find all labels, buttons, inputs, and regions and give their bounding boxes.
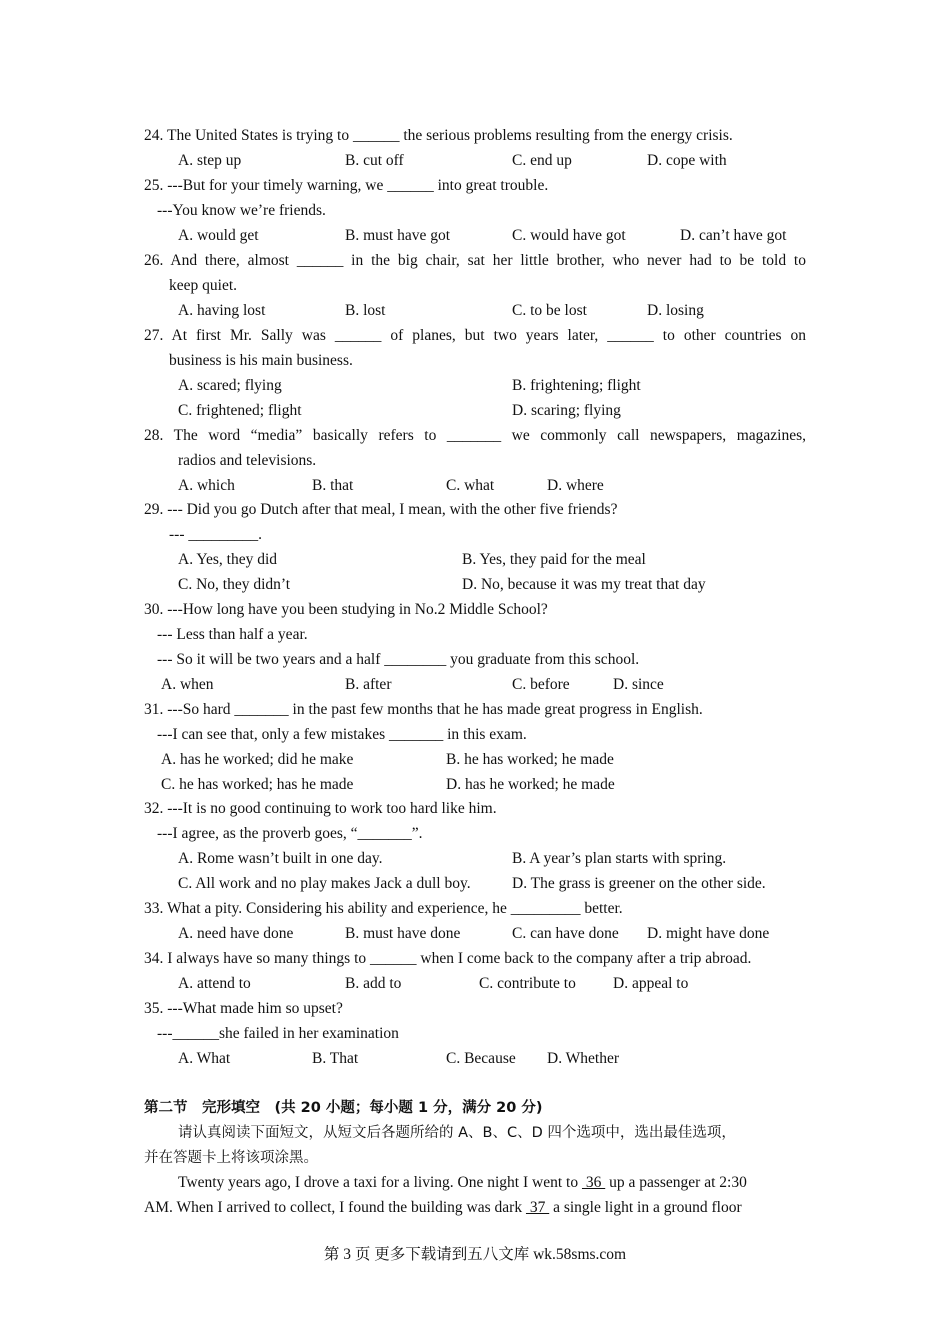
question-35-reply: ---______she failed in her examination (157, 1025, 399, 1042)
question-24-options (0, 151, 950, 171)
q35-option-a: A. What (178, 1050, 231, 1067)
q26-option-d: D. losing (647, 302, 704, 319)
q26-option-c: C. to be lost (512, 302, 587, 319)
q34-option-a: A. attend to (178, 975, 251, 992)
section-2-heading: 第二节 完形填空 (共 20 小题；每小题 1 分，满分 20 分) (144, 1100, 543, 1116)
question-31-options-row1 (0, 750, 950, 770)
q31-option-c: C. he has worked; has he made (161, 776, 354, 793)
q35-option-c: C. Because (446, 1050, 516, 1067)
q35-option-d: D. Whether (547, 1050, 620, 1067)
passage-line-1 (178, 1173, 747, 1193)
q32-option-c: C. All work and no play makes Jack a dull boy. (178, 875, 471, 892)
question-29-options-row1 (0, 550, 950, 570)
q29-option-a: A. Yes, they did (178, 551, 278, 568)
question-25-stem: 25. ---But for your timely warning, we ______ into great trouble. (144, 177, 549, 194)
passage-line-2-start: AM. When I arrived to collect, I found the building was dark (144, 1199, 523, 1216)
question-28-stem-line2: radios and televisions. (178, 452, 317, 469)
question-30-stem: 30. ---How long have you been studying in No.2 Middle School? (144, 601, 548, 618)
q24-option-d: D. cope with (647, 152, 727, 169)
question-35-stem: 35. ---What made him so upset? (144, 1000, 343, 1017)
q34-option-b: B. add to (345, 975, 402, 992)
q34-option-c: C. contribute to (479, 975, 576, 992)
passage-line-2-end: a single light in a ground floor (553, 1199, 742, 1216)
q26-option-a: A. having lost (178, 302, 266, 319)
q27-option-d: D. scaring; flying (512, 402, 621, 419)
question-27-stem-line2: business is his main business. (169, 352, 353, 369)
q28-option-b: B. that (312, 477, 354, 494)
section-2-instruction-line2: 并在答题卡上将该项涂黑。 (144, 1150, 318, 1166)
passage-line-1-start: Twenty years ago, I drove a taxi for a living. One night I went to (178, 1174, 579, 1191)
q30-option-b: B. after (345, 676, 392, 693)
q24-option-b: B. cut off (345, 152, 404, 169)
q28-option-c: C. what (446, 477, 495, 494)
q30-option-a: A. when (161, 676, 214, 693)
question-26-options (0, 301, 950, 321)
q27-option-b: B. frightening; flight (512, 377, 641, 394)
q29-option-b: B. Yes, they paid for the meal (462, 551, 646, 568)
question-26-stem-line1: 26. And there, almost ______ in the big chair, sat her little brother, who never had to be told to (144, 252, 806, 269)
q27-option-a: A. scared; flying (178, 377, 282, 394)
q24-option-a: A. step up (178, 152, 242, 169)
q30-option-d: D. since (613, 676, 664, 693)
q25-option-a: A. would get (178, 227, 259, 244)
q30-option-c: C. before (512, 676, 570, 693)
question-30-options (0, 675, 950, 695)
q32-option-d: D. The grass is greener on the other side. (512, 875, 766, 892)
question-29-stem: 29. --- Did you go Dutch after that meal, I mean, with the other five friends? (144, 501, 618, 518)
question-32-reply: ---I agree, as the proverb goes, “_______”. (157, 825, 423, 842)
passage-line-2 (144, 1198, 742, 1218)
section-2-instruction-line1: 请认真阅读下面短文，从短文后各题所给的 A、B、C、D 四个选项中，选出最佳选项， (178, 1125, 736, 1141)
question-31-reply: ---I can see that, only a few mistakes _______ in this exam. (157, 726, 527, 743)
question-27-options-row2 (0, 401, 950, 421)
q28-option-d: D. where (547, 477, 604, 494)
q25-option-d: D. can’t have got (680, 227, 787, 244)
question-25-reply: ---You know we’re friends. (157, 202, 326, 219)
question-33-stem: 33. What a pity. Considering his ability and experience, he _________ better. (144, 900, 623, 917)
passage-line-1-end: up a passenger at 2:30 (609, 1174, 747, 1191)
question-31-stem: 31. ---So hard _______ in the past few months that he has made great progress in English. (144, 701, 703, 718)
question-29-options-row2 (0, 575, 950, 595)
question-33-options (0, 924, 950, 944)
question-32-options-row2 (0, 874, 950, 894)
page-footer: 第 3 页 更多下载请到五八文库 wk.58sms.com (323, 1246, 627, 1263)
q26-option-b: B. lost (345, 302, 386, 319)
q27-option-c: C. frightened; flight (178, 402, 302, 419)
question-28-stem-line1: 28. The word “media” basically refers to _______ we commonly call newspapers, magazines, (144, 427, 806, 444)
question-27-stem-line1: 27. At first Mr. Sally was ______ of planes, but two years later, ______ to other countries on (144, 327, 806, 344)
q33-option-b: B. must have done (345, 925, 461, 942)
blank-37: 37 (525, 1199, 550, 1216)
question-25-options (0, 226, 950, 246)
question-30-reply-1: --- Less than half a year. (157, 626, 308, 643)
q31-option-d: D. has he worked; he made (446, 776, 615, 793)
question-27-options-row1 (0, 376, 950, 396)
q31-option-b: B. he has worked; he made (446, 751, 614, 768)
question-35-options (0, 1049, 950, 1069)
q28-option-a: A. which (178, 477, 235, 494)
q25-option-b: B. must have got (345, 227, 451, 244)
question-26-stem-line2: keep quiet. (169, 277, 238, 294)
q29-option-c: C. No, they didn’t (178, 576, 291, 593)
question-28-options (0, 476, 950, 496)
blank-36: 36 (581, 1174, 606, 1191)
q34-option-d: D. appeal to (613, 975, 689, 992)
question-24-stem: 24. The United States is trying to ______ the serious problems resulting from the energy crisis. (144, 127, 733, 144)
question-29-reply: --- _________. (169, 526, 262, 543)
question-30-reply-2: --- So it will be two years and a half ________ you graduate from this school. (157, 651, 640, 668)
question-32-stem: 32. ---It is no good continuing to work too hard like him. (144, 800, 497, 817)
q33-option-a: A. need have done (178, 925, 294, 942)
question-34-options (0, 974, 950, 994)
q32-option-a: A. Rome wasn’t built in one day. (178, 850, 383, 867)
q25-option-c: C. would have got (512, 227, 626, 244)
question-34-stem: 34. I always have so many things to ______ when I come back to the company after a trip abroad. (144, 950, 752, 967)
q31-option-a: A. has he worked; did he make (161, 751, 354, 768)
q24-option-c: C. end up (512, 152, 572, 169)
q33-option-c: C. can have done (512, 925, 619, 942)
q29-option-d: D. No, because it was my treat that day (462, 576, 706, 593)
q32-option-b: B. A year’s plan starts with spring. (512, 850, 727, 867)
question-31-options-row2 (0, 775, 950, 795)
q33-option-d: D. might have done (647, 925, 770, 942)
question-32-options-row1 (0, 849, 950, 869)
q35-option-b: B. That (312, 1050, 359, 1067)
